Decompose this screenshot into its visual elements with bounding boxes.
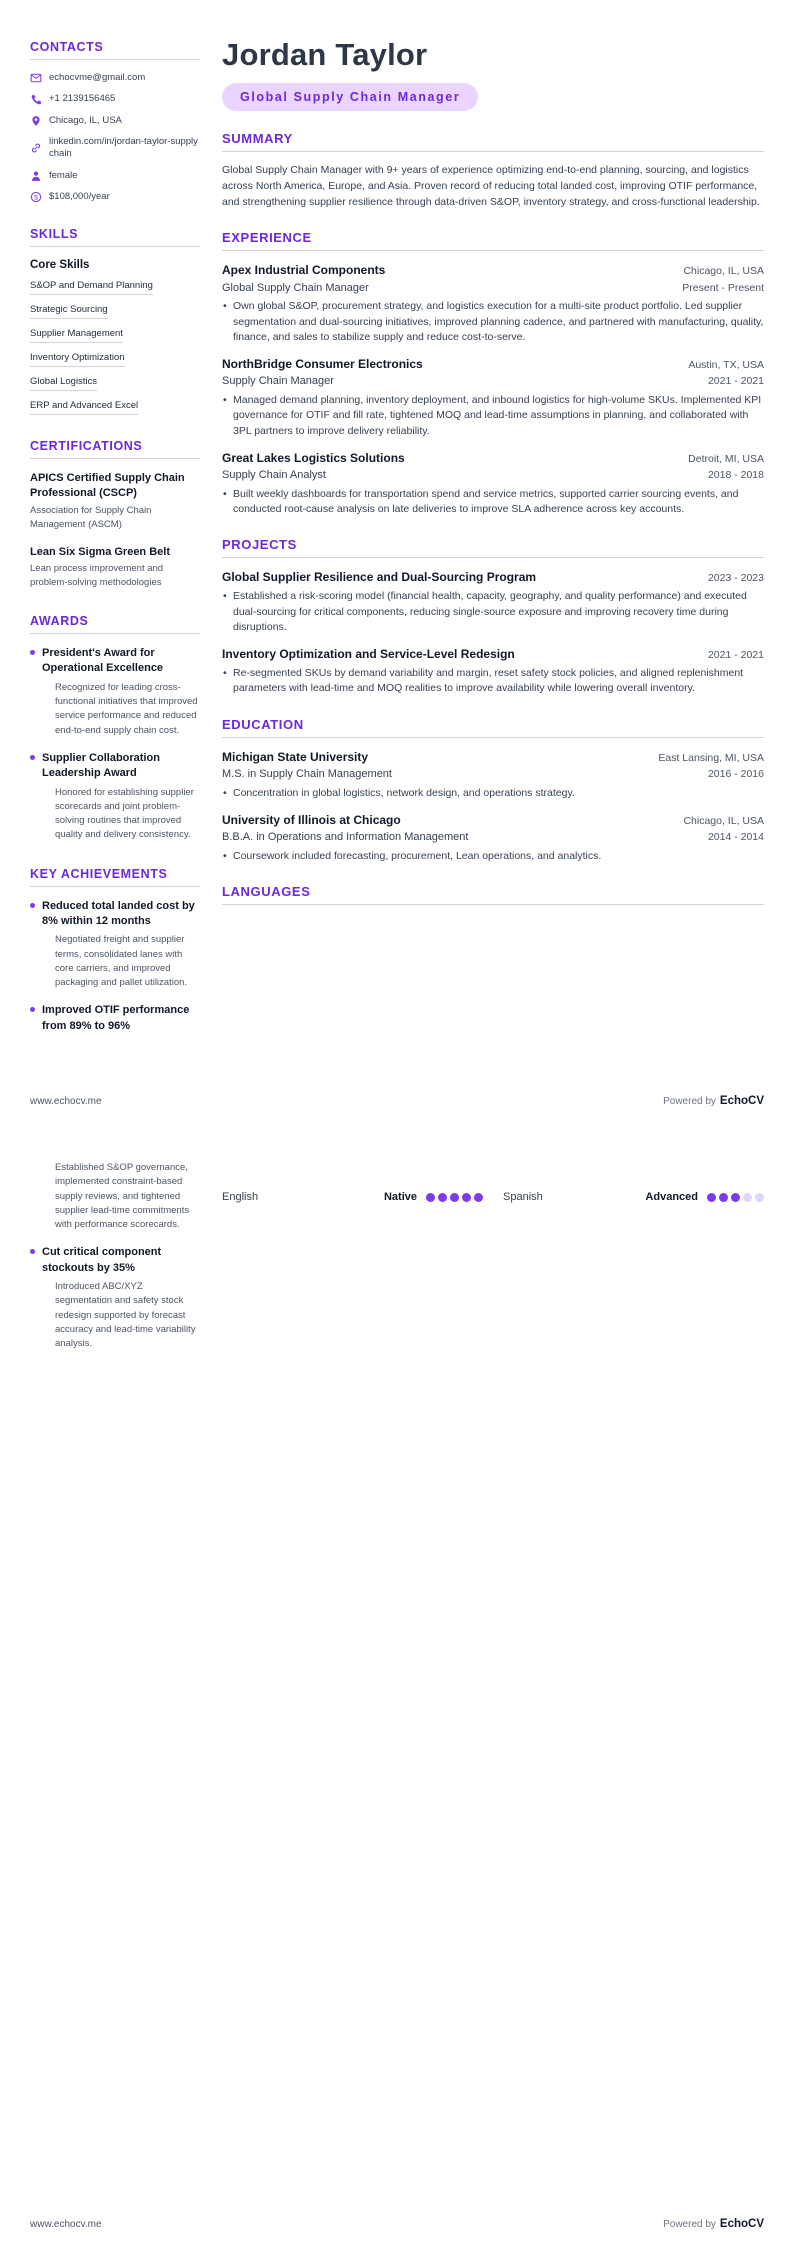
experience-bullets xyxy=(222,299,764,345)
language-level-dots xyxy=(707,1193,764,1202)
education-bullet: • Concentration in global logistics, network design, and operations strategy. xyxy=(222,786,764,801)
certification-subtitle: Association for Supply Chain Management (ASCM) xyxy=(30,505,152,530)
school-name: Michigan State University xyxy=(222,749,369,764)
experience-section xyxy=(222,230,764,517)
powered-by-label: Powered by xyxy=(663,1095,716,1107)
project-entry xyxy=(222,646,764,697)
school-location: Chicago, IL, USA xyxy=(683,814,764,827)
languages-heading: LANGUAGES xyxy=(222,884,764,905)
candidate-name: Jordan Taylor xyxy=(222,37,428,72)
achievement-title: Cut critical component stockouts by 35% xyxy=(42,1246,162,1274)
education-entry xyxy=(222,749,764,801)
job-dates: 2021 - 2021 xyxy=(707,375,764,388)
skill-chip: ERP and Advanced Excel xyxy=(30,400,138,415)
language-name: Spanish xyxy=(503,1191,543,1203)
project-bullets xyxy=(222,589,764,635)
company-name: NorthBridge Consumer Electronics xyxy=(222,357,423,372)
footer-powered xyxy=(663,1095,764,1107)
footer-site-link[interactable]: www.echocv.me xyxy=(30,1095,102,1107)
awards-heading: AWARDS xyxy=(30,614,200,634)
achievement-title: Reduced total landed cost by 8% within 12 months xyxy=(42,899,195,927)
job-title: Global Supply Chain Manager xyxy=(222,281,369,294)
contact-phone[interactable]: +1 2139156465 xyxy=(49,93,116,105)
projects-heading: PROJECTS xyxy=(222,537,764,558)
bullet-dot-icon xyxy=(30,903,35,908)
certification-title: Lean Six Sigma Green Belt xyxy=(30,545,170,558)
skills-section xyxy=(30,227,200,415)
experience-bullet: • Built weekly dashboards for transportation spend and service metrics, supported carrier sourcing events, and conducted root-cause analysis on late deliveries to improve SLA adherence across key accounts. xyxy=(222,487,764,517)
skills-heading: SKILLS xyxy=(30,227,200,247)
experience-bullet: • Own global S&OP, procurement strategy, and logistics execution for a multi-site product portfolio. Led supplier segmentation and dual-sourcing initiatives, improved planning cadence, and partnered with manufacturing, quality, finance, and sales to stabilize supply and reduce cost-to-serve. xyxy=(222,299,764,345)
contact-item-phone xyxy=(30,93,200,105)
degree-dates: 2014 - 2014 xyxy=(707,831,764,844)
award-title: President's Award for Operational Excellence xyxy=(42,647,164,675)
contact-item-email xyxy=(30,72,200,84)
project-bullets xyxy=(222,666,764,696)
certifications-heading: CERTIFICATIONS xyxy=(30,439,200,459)
projects-section xyxy=(222,537,764,696)
job-title: Supply Chain Manager xyxy=(222,375,334,388)
language-level-group xyxy=(384,1191,483,1203)
contact-salary: $108,000/year xyxy=(49,191,110,203)
experience-bullets xyxy=(222,393,764,439)
contacts-section xyxy=(30,40,200,203)
language-level-dots xyxy=(426,1193,483,1202)
awards-section xyxy=(30,614,200,843)
summary-heading: SUMMARY xyxy=(222,131,764,152)
footer-site-link[interactable]: www.echocv.me xyxy=(30,2218,102,2230)
experience-entry xyxy=(222,262,764,345)
contact-linkedin[interactable]: linkedin.com/in/jordan-taylor-supplychain xyxy=(49,136,198,160)
key-achievements-heading: KEY ACHIEVEMENTS xyxy=(30,867,200,887)
resume-page-2 xyxy=(0,1123,794,2246)
skills-group-label: Core Skills xyxy=(30,259,90,272)
project-dates: 2021 - 2021 xyxy=(707,649,764,662)
project-title: Inventory Optimization and Service-Level Redesign xyxy=(222,647,515,662)
job-dates: Present - Present xyxy=(682,281,764,294)
experience-bullet: • Managed demand planning, inventory deployment, and inbound logistics for high-volume SKUs. Implemented KPI governance for OTIF and fill rate, tightened MOQ and lead-time assumptions in planning, and collaborated with 3PL partners to improve delivery reliability. xyxy=(222,393,764,439)
language-level-label: Native xyxy=(383,1191,417,1203)
languages-list xyxy=(222,1191,764,1203)
right-column-continued xyxy=(222,1161,764,1364)
school-location: East Lansing, MI, USA xyxy=(658,751,764,764)
job-title: Supply Chain Analyst xyxy=(222,468,326,481)
bullet-dot-icon xyxy=(30,755,35,760)
experience-entry xyxy=(222,450,764,517)
svg-text:$: $ xyxy=(34,194,38,202)
contact-item-gender xyxy=(30,170,200,182)
key-achievements-section xyxy=(30,867,200,1035)
location-pin-icon xyxy=(30,115,42,127)
skills-chip-list xyxy=(30,280,200,415)
experience-heading: EXPERIENCE xyxy=(222,230,764,251)
summary-text: Global Supply Chain Manager with 9+ years of experience optimizing end-to-end planning, sourcing, and logistics across North America, Europe, and Asia. Proven record of reducing total landed cost, improving OTIF performance, and strengthening supplier resilience through data-driven S&OP, inventory strategy, and cross-functional leadership. xyxy=(222,164,760,208)
mail-icon xyxy=(30,72,42,84)
page-footer xyxy=(30,2218,764,2230)
award-description: Recognized for leading cross-functional initiatives that improved service performance and reduced end-to-end supply chain cost. xyxy=(55,681,198,736)
experience-entry xyxy=(222,356,764,439)
contact-item-salary xyxy=(30,191,200,203)
degree-dates: 2016 - 2016 xyxy=(707,767,764,780)
project-bullet: • Re-segmented SKUs by demand variability and margin, reset safety stock policies, and aligned replenishment parameters with lead-time and MOQ realities to improve availability while lowering overall inventory. xyxy=(222,666,764,696)
degree-name: B.B.A. in Operations and Information Management xyxy=(222,831,469,844)
brand-name[interactable]: EchoCV xyxy=(719,1095,764,1107)
project-title: Global Supplier Resilience and Dual-Sourcing Program xyxy=(222,570,537,585)
company-name: Apex Industrial Components xyxy=(222,263,386,278)
summary-section xyxy=(222,131,764,210)
certifications-section xyxy=(30,439,200,590)
contact-gender: female xyxy=(49,169,78,181)
education-bullet: • Coursework included forecasting, procurement, Lean operations, and analytics. xyxy=(222,849,764,864)
certification-item xyxy=(30,471,200,531)
bullet-dot-icon xyxy=(30,1007,35,1012)
achievement-title: Improved OTIF performance from 89% to 96% xyxy=(42,1004,190,1032)
left-column-continued xyxy=(30,1161,200,1364)
company-location: Chicago, IL, USA xyxy=(683,265,764,278)
company-location: Detroit, MI, USA xyxy=(688,452,764,465)
award-title: Supplier Collaboration Leadership Award xyxy=(42,751,160,780)
company-location: Austin, TX, USA xyxy=(688,359,764,372)
phone-icon xyxy=(30,94,42,106)
salary-icon xyxy=(30,191,42,203)
bullet-dot-icon xyxy=(30,650,35,655)
certification-title: APICS Certified Supply Chain Professional (CSCP) xyxy=(30,472,185,500)
achievement-item-continued xyxy=(30,1161,200,1232)
company-name: Great Lakes Logistics Solutions xyxy=(222,450,405,465)
contact-email[interactable]: echocvme@gmail.com xyxy=(49,72,146,83)
achievement-item xyxy=(30,1245,200,1351)
contact-item-location xyxy=(30,115,200,127)
achievement-description: Established S&OP governance, implemented constraint-based supply reviews, and tightened supplier lead-time commitments with performance scorecards. xyxy=(55,1162,190,1230)
certification-subtitle: Lean process improvement and problem-solving methodologies xyxy=(30,563,164,589)
achievement-description: Introduced ABC/XYZ segmentation and safety stock redesign supported by forecast accuracy and lead-time variability analysis. xyxy=(55,1281,196,1350)
language-level-label: Advanced xyxy=(645,1191,698,1203)
job-dates: 2018 - 2018 xyxy=(707,468,764,481)
contact-item-linkedin xyxy=(30,136,200,161)
language-name: English xyxy=(222,1191,259,1203)
school-name: University of Illinois at Chicago xyxy=(222,812,401,827)
right-column xyxy=(222,38,764,1047)
powered-by-label: Powered by xyxy=(663,2218,716,2230)
page-1-columns xyxy=(30,38,764,1047)
award-item xyxy=(30,646,200,738)
left-column xyxy=(30,38,200,1047)
education-heading: EDUCATION xyxy=(222,717,764,738)
education-section xyxy=(222,717,764,865)
achievement-item xyxy=(30,899,200,991)
language-item-spanish xyxy=(503,1191,764,1203)
certification-item xyxy=(30,545,200,590)
bullet-dot-icon xyxy=(30,1249,35,1254)
project-entry xyxy=(222,569,764,635)
award-description: Honored for establishing supplier scorecards and joint problem-solving routines that improved quality and delivery consistency. xyxy=(55,786,194,841)
award-item xyxy=(30,751,200,843)
language-item-english xyxy=(222,1191,483,1203)
education-bullets xyxy=(222,849,764,864)
skill-chip: S&OP and Demand Planning xyxy=(30,280,153,295)
skill-chip: Strategic Sourcing xyxy=(30,304,108,319)
page-footer xyxy=(30,1095,764,1107)
degree-name: M.S. in Supply Chain Management xyxy=(222,767,392,780)
education-bullets xyxy=(222,786,764,801)
project-bullet: • Established a risk-scoring model (financial health, capacity, geography, and quality performance) and executed dual-sourcing for critical components, reducing single-source exposure and improving recovery time during disruptions. xyxy=(222,589,764,635)
skill-chip: Global Logistics xyxy=(30,376,97,391)
skill-chip: Inventory Optimization xyxy=(30,352,125,367)
project-dates: 2023 - 2023 xyxy=(707,572,764,585)
contact-location: Chicago, IL, USA xyxy=(49,114,122,126)
contacts-heading: CONTACTS xyxy=(30,40,200,60)
experience-bullets xyxy=(222,487,764,517)
achievement-item xyxy=(30,1003,200,1034)
language-level-group xyxy=(645,1191,764,1203)
link-icon xyxy=(30,142,42,154)
education-entry xyxy=(222,812,764,864)
person-icon xyxy=(30,170,42,182)
achievement-description: Negotiated freight and supplier terms, consolidated lanes with core carriers, and improved packaging and pallet utilization. xyxy=(55,934,188,989)
page-2-columns xyxy=(30,1161,764,1364)
skill-chip: Supplier Management xyxy=(30,328,123,343)
footer-powered xyxy=(663,2218,764,2230)
brand-name[interactable]: EchoCV xyxy=(719,2218,764,2230)
job-title-badge: Global Supply Chain Manager xyxy=(222,83,478,111)
languages-section xyxy=(222,884,764,905)
